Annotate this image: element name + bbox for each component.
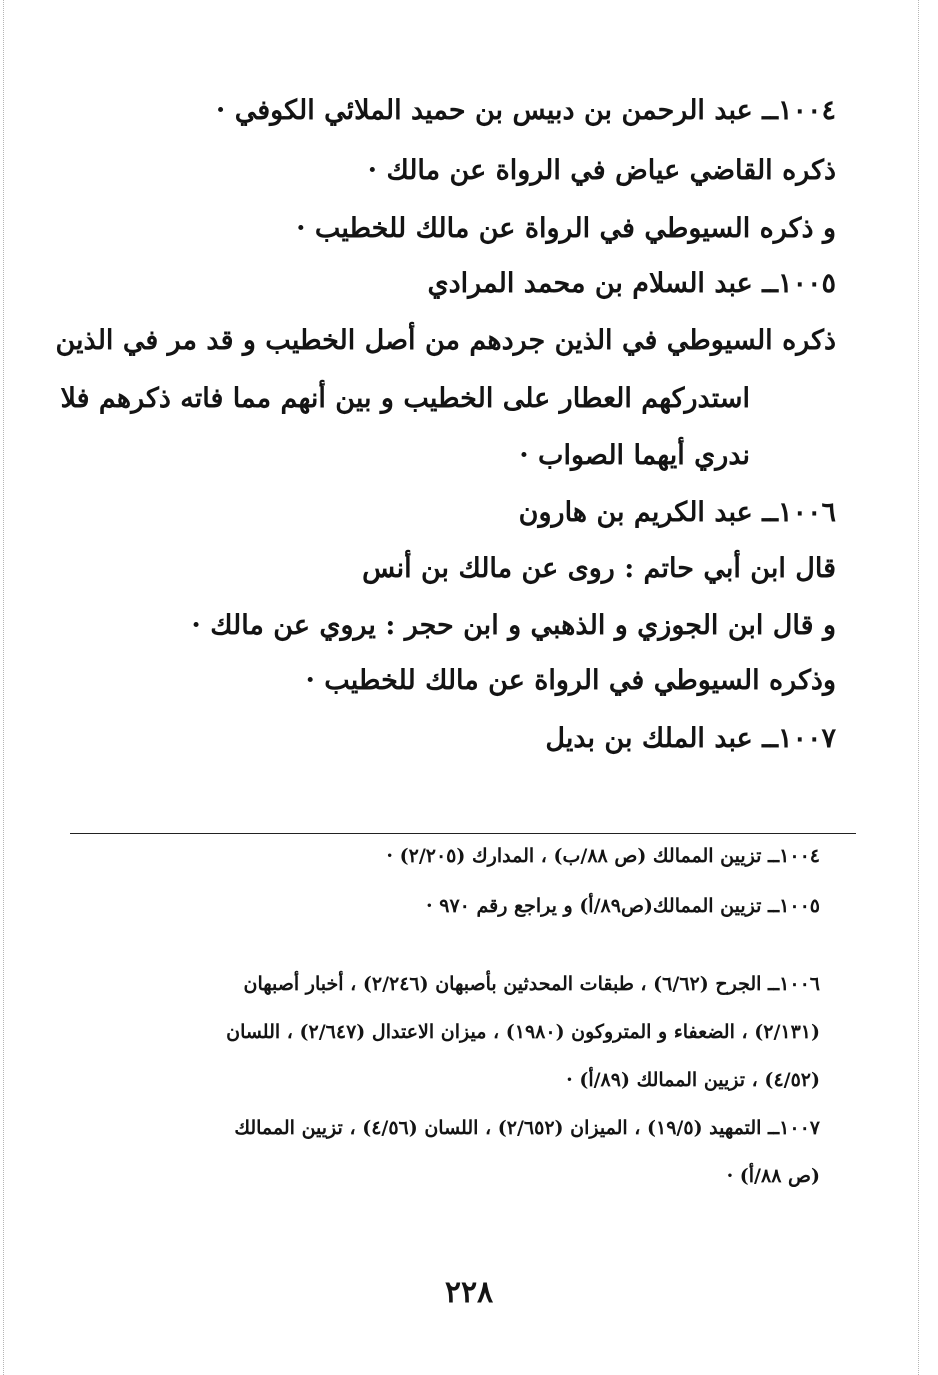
text-line: ذكره السيوطي في الذين جردهم من أصل الخطيب و قد مر في الذين bbox=[55, 325, 836, 356]
text-line: قال ابن أبي حاتم : روى عن مالك بن أنس bbox=[362, 553, 836, 584]
entry-1006-heading: ١٠٠٦ــ عبد الكريم بن هارون bbox=[518, 497, 836, 528]
entry-1005-heading: ١٠٠٥ــ عبد السلام بن محمد المرادي bbox=[427, 268, 836, 299]
right-edge-dots bbox=[918, 0, 919, 1375]
page-number: ٢٢٨ bbox=[444, 1275, 494, 1310]
text-line: وذكره السيوطي في الرواة عن مالك للخطيب · bbox=[305, 665, 836, 696]
text-line: و قال ابن الجوزي و الذهبي و ابن حجر : يروي عن مالك · bbox=[191, 610, 836, 641]
footnote-line: (٤/٥٢) ، تزيين الممالك (٨٩/أ) · bbox=[566, 1069, 820, 1091]
footnote-line: (ص ٨٨/أ) · bbox=[726, 1165, 820, 1187]
left-edge-dots bbox=[3, 0, 4, 1375]
text-line: ندري أيهما الصواب · bbox=[519, 440, 750, 471]
footnote-line: (٢/١٣١) ، الضعفاء و المتروكون (١٩٨٠) ، ميزان الاعتدال (٢/٦٤٧) ، اللسان bbox=[226, 1021, 820, 1043]
entry-1007-heading: ١٠٠٧ــ عبد الملك بن بديل bbox=[545, 723, 836, 754]
text-line: و ذكره السيوطي في الرواة عن مالك للخطيب · bbox=[296, 213, 836, 244]
footnote-1004: ١٠٠٤ــ تزيين الممالك (ص ٨٨/ب) ، المدارك (٢/٢٠٥) · bbox=[386, 845, 820, 867]
footnote-1007: ١٠٠٧ــ التمهيد (١٩/٥) ، الميزان (٢/٦٥٢) ، اللسان (٤/٥٦) ، تزيين الممالك bbox=[234, 1117, 820, 1139]
footnote-1005: ١٠٠٥ــ تزيين الممالك(ص٨٩/أ) و يراجع رقم ٩٧٠ · bbox=[426, 895, 820, 917]
entry-1004-heading: ١٠٠٤ــ عبد الرحمن بن دبيس بن حميد الملائي الكوفي · bbox=[215, 95, 836, 126]
text-line: ذكره القاضي عياض في الرواة عن مالك · bbox=[367, 155, 836, 186]
text-line: استدركهم العطار على الخطيب و بين أنهم مما فاته ذكرهم فلا bbox=[60, 383, 750, 414]
footnote-1006: ١٠٠٦ــ الجرح (٦/٦٢) ، طبقات المحدثين بأصبهان (٢/٢٤٦) ، أخبار أصبهان bbox=[243, 973, 820, 995]
footnote-separator bbox=[70, 833, 856, 834]
